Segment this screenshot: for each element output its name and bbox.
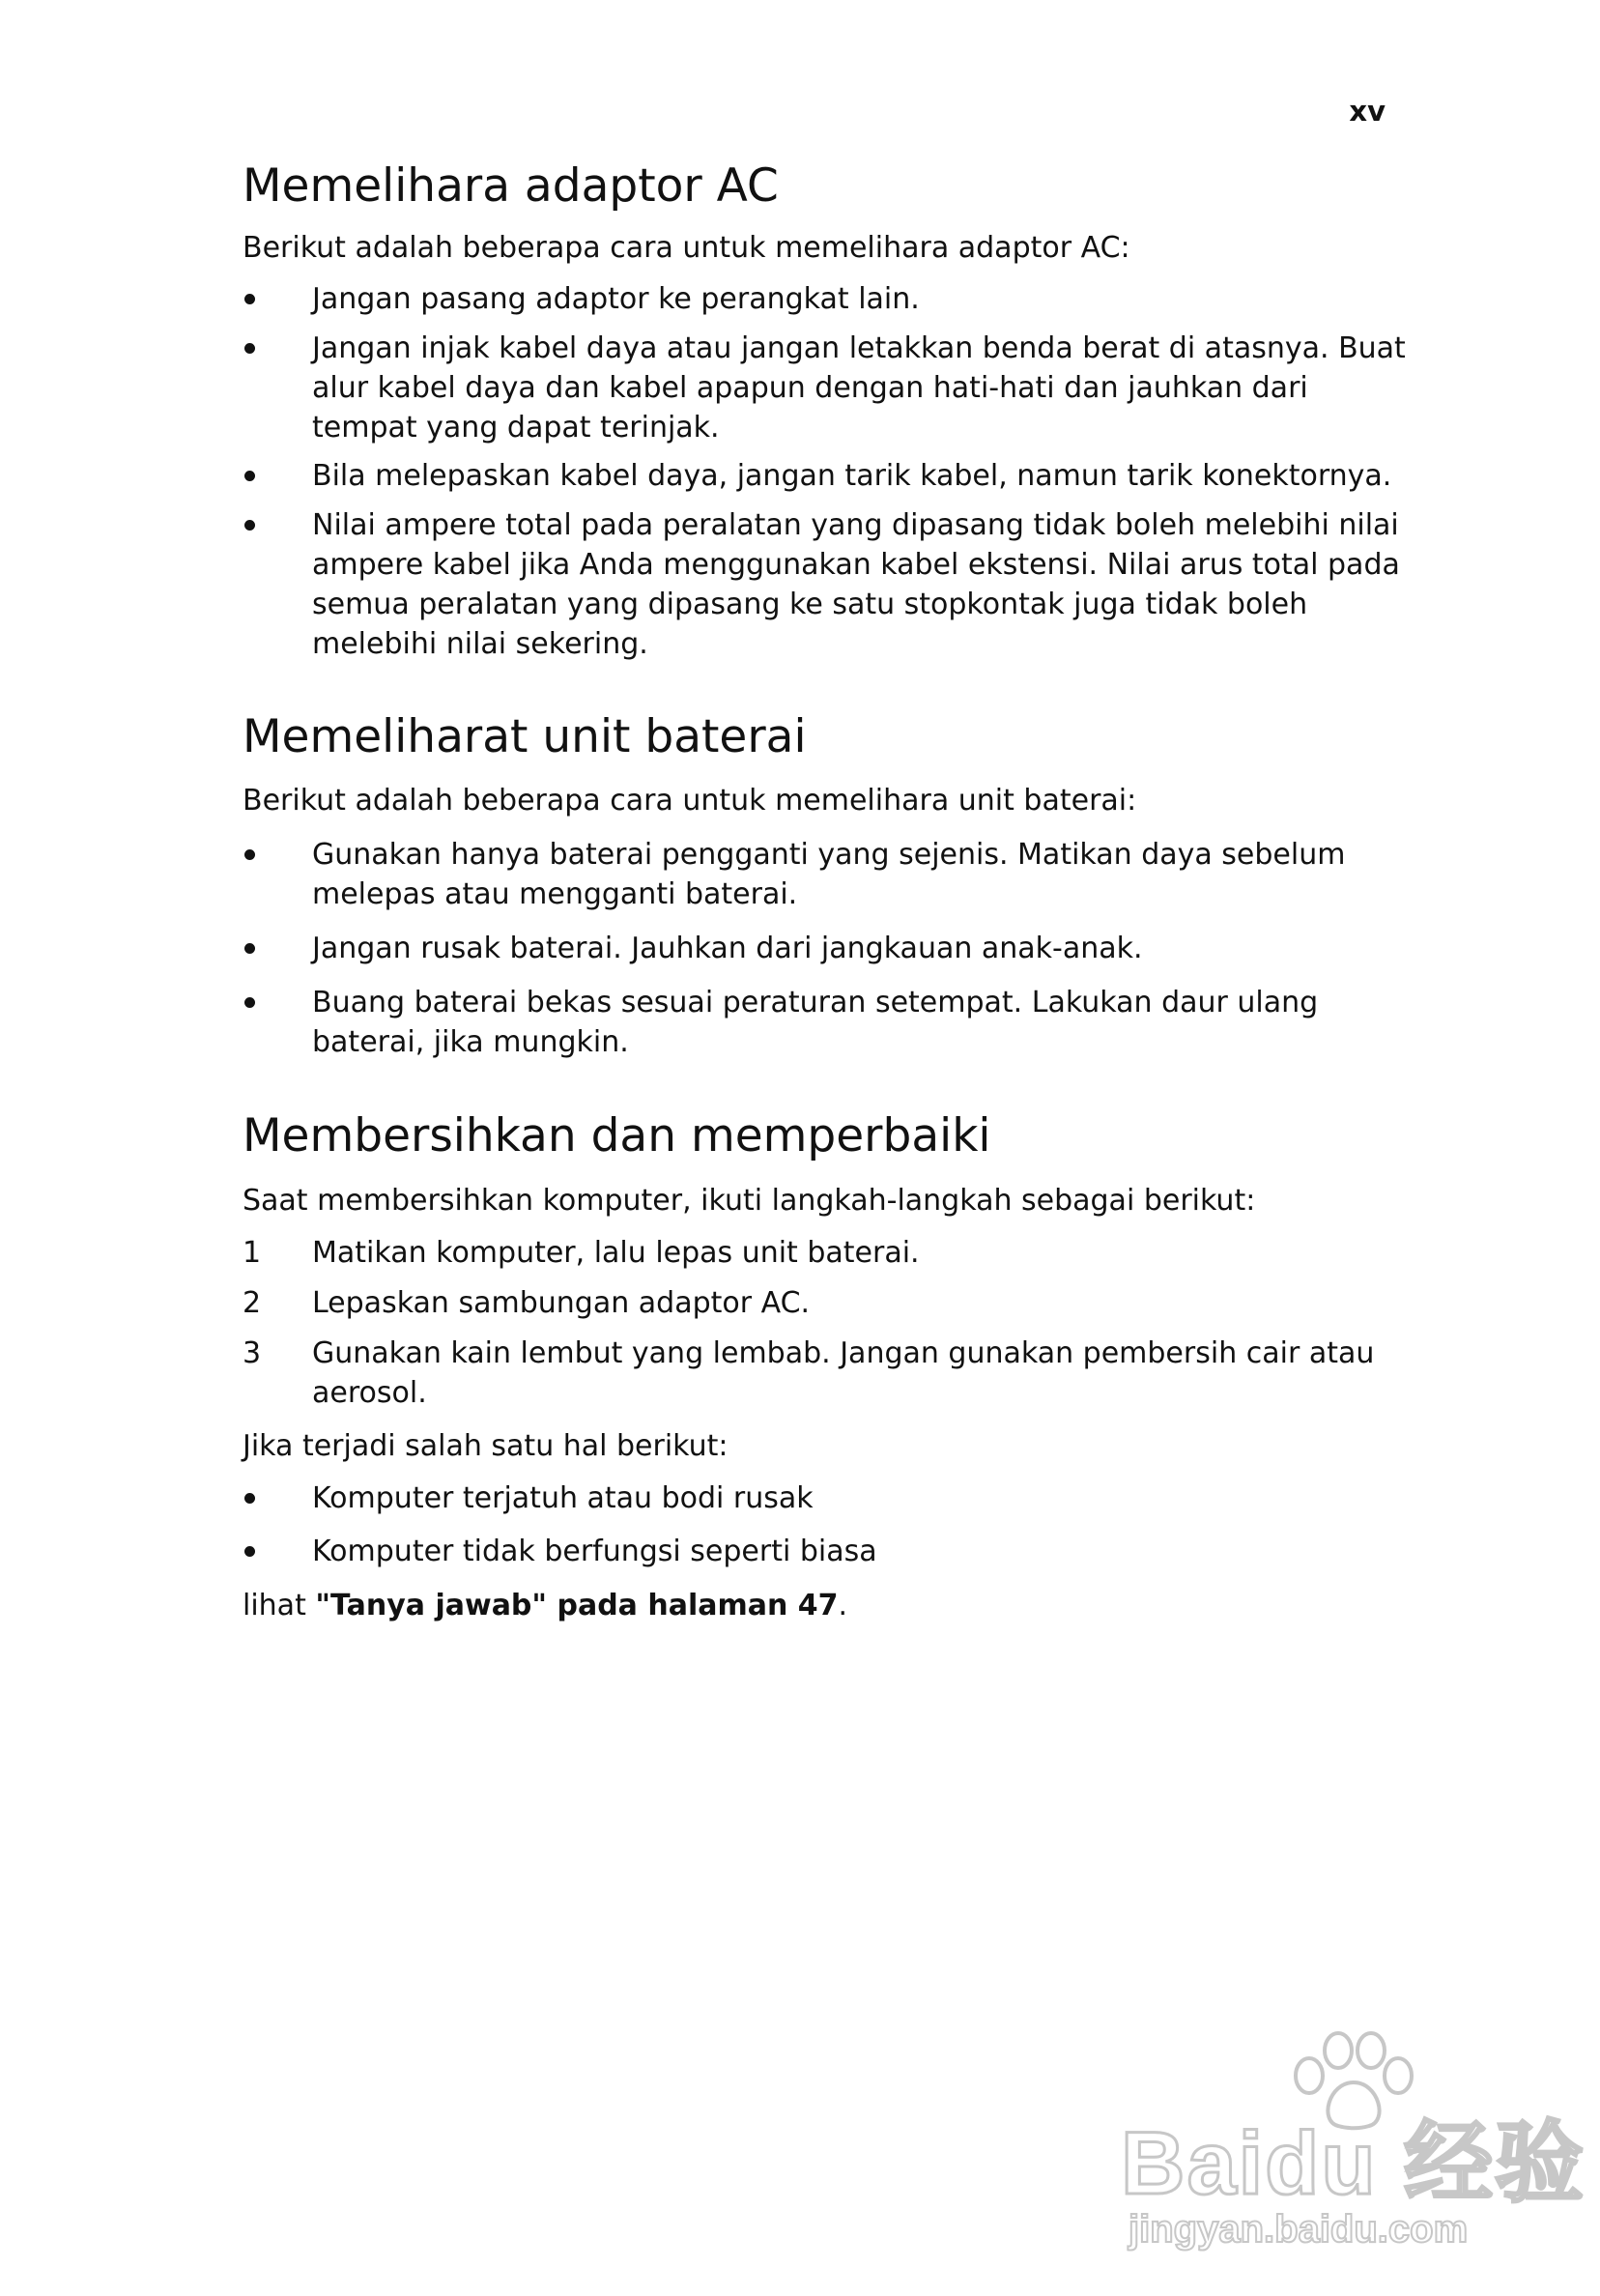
bullet-icon [244,1546,255,1557]
watermark [1121,2029,1586,2252]
bullet-icon [244,997,255,1008]
bullet-icon [244,520,255,531]
list-item: Jangan rusak baterai. Jauhkan dari jangkauan anak-anak. [243,929,1387,968]
bullet-icon [244,1493,255,1504]
reference-line: lihat "Tanya jawab" pada halaman 47. [243,1589,848,1622]
list-item: Bila melepaskan kabel daya, jangan tarik kabel, namun tarik konektornya. [243,456,1387,496]
bullet-icon [244,849,255,860]
page-number: xv [1349,95,1386,128]
section-intro-adaptor: Berikut adalah beberapa cara untuk memelihara adaptor AC: [243,231,1130,265]
step-item: 2 Lepaskan sambungan adaptor AC. [243,1283,1387,1323]
list-item: Komputer terjatuh atau bodi rusak [243,1478,1387,1518]
list-item: Jangan injak kabel daya atau jangan letakkan benda berat di atasnya. Buat alur kabel daya dan kabel apapun dengan hati-hati dan jauhkan dari tempat yang dapat terinjak. [243,329,1387,447]
bullet-icon [244,471,255,481]
list-item: Gunakan hanya baterai pengganti yang sejenis. Matikan daya sebelum melepas atau mengganti baterai. [243,835,1387,914]
step-number: 1 [243,1236,262,1270]
bullet-icon [244,943,255,954]
list-item: Komputer tidak berfungsi seperti biasa [243,1532,1387,1571]
step-number: 2 [243,1286,262,1320]
step-item: 3 Gunakan kain lembut yang lembab. Jangan gunakan pembersih cair atau aerosol. [243,1334,1387,1413]
section-title-battery: Memeliharat unit baterai [243,710,807,763]
watermark-site: jingyan.baidu.com [1129,2208,1469,2251]
list-item: Jangan pasang adaptor ke perangkat lain. [243,279,1387,319]
list-item: Buang baterai bekas sesuai peraturan setempat. Lakukan daur ulang baterai, jika mungkin. [243,983,1387,1062]
condition-intro: Jika terjadi salah satu hal berikut: [243,1429,729,1463]
section-intro-cleaning: Saat membersihkan komputer, ikuti langkah-langkah sebagai berikut: [243,1184,1256,1218]
reference-link[interactable]: "Tanya jawab" pada halaman 47 [315,1589,839,1622]
section-title-cleaning: Membersihkan dan memperbaiki [243,1109,991,1162]
list-item: Nilai ampere total pada peralatan yang dipasang tidak boleh melebihi nilai ampere kabel jika Anda menggunakan kabel ekstensi. Nilai arus total pada semua peralatan yang dipasang ke satu stopkontak juga tidak boleh melebihi nilai sekering. [243,505,1387,664]
step-item: 1 Matikan komputer, lalu lepas unit baterai. [243,1233,1387,1273]
bullet-icon [244,343,255,354]
step-number: 3 [243,1336,262,1370]
section-intro-battery: Berikut adalah beberapa cara untuk memelihara unit baterai: [243,784,1137,818]
watermark-brand: Baidu 经验 [1121,2114,1586,2213]
bullet-icon [244,294,255,304]
section-title-adaptor: Memelihara adaptor AC [243,159,779,213]
